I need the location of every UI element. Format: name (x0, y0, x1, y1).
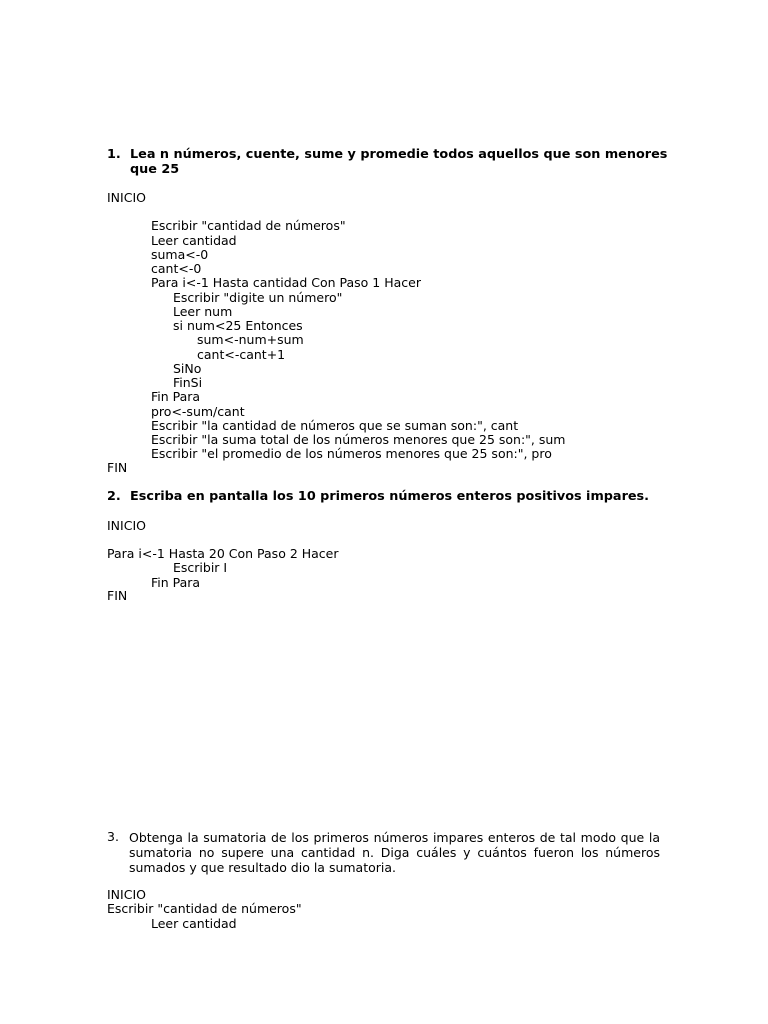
q1-code-line: FinSi (173, 375, 203, 390)
q2-number: 2. (107, 489, 121, 504)
q1-code-line: Escribir "digite un número" (173, 290, 343, 305)
q1-code-line: Para i<-1 Hasta cantidad Con Paso 1 Hacer (151, 275, 421, 290)
q1-code-line: Escribir "cantidad de números" (151, 218, 346, 233)
q1-code-line: Leer num (173, 304, 233, 319)
q3-number: 3. (107, 829, 119, 844)
q1-code-line: INICIO (107, 190, 146, 205)
q3-code-line: Escribir "cantidad de números" (107, 901, 302, 916)
q3-text-line1: Obtenga la sumatoria de los primeros números impares enteros de tal modo que la (129, 830, 660, 845)
q1-code-line: FIN (107, 460, 128, 475)
q1-code-line: cant<-cant+1 (197, 347, 286, 362)
q1-code-line: cant<-0 (151, 261, 202, 276)
q1-code-line: si num<25 Entonces (173, 318, 303, 333)
q1-code-line: sum<-num+sum (197, 332, 304, 347)
q1-code-line: suma<-0 (151, 247, 209, 262)
q1-title-line2: que 25 (130, 162, 180, 177)
q3-text (129, 830, 660, 875)
q2-code-line: FIN (107, 588, 128, 603)
q2-code-line: Escribir I (173, 560, 228, 575)
q1-code-line: pro<-sum/cant (151, 404, 245, 419)
q1-code-line: Escribir "el promedio de los números menores que 25 son:", pro (151, 446, 552, 461)
q1-code-line: SiNo (173, 361, 202, 376)
q1-code-line: Fin Para (151, 389, 201, 404)
q1-number: 1. (107, 147, 121, 162)
q1-title-line1: Lea n números, cuente, sume y promedie todos aquellos que son menores (130, 147, 668, 162)
q2-title: Escriba en pantalla los 10 primeros números enteros positivos impares. (130, 489, 650, 504)
q3-text-line2: sumatoria no supere una cantidad n. Diga cuáles y cuántos fueron los números (129, 845, 660, 860)
q3-code-line: Leer cantidad (151, 916, 237, 931)
q1-code-line: Escribir "la suma total de los números menores que 25 son:", sum (151, 432, 566, 447)
q2-code-line: Fin Para (151, 575, 201, 590)
q1-code-line: Escribir "la cantidad de números que se suman son:", cant (151, 418, 519, 433)
q1-code-line: Leer cantidad (151, 233, 237, 248)
q3-code-line: INICIO (107, 887, 146, 902)
q3-text-line3: sumados y que resultado dio la sumatoria. (129, 860, 397, 875)
q2-code-line: INICIO (107, 518, 146, 533)
q2-code-line: Para i<-1 Hasta 20 Con Paso 2 Hacer (107, 546, 339, 561)
